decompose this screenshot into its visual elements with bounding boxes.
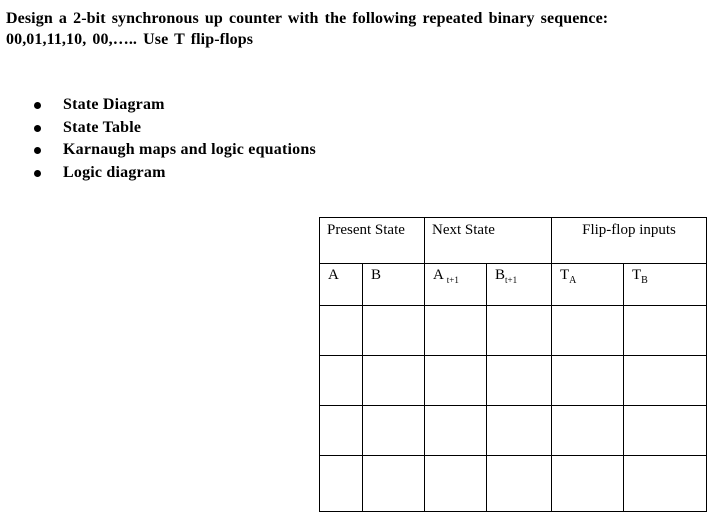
header-present-state: Present State [320,218,425,264]
cell-ta [552,456,624,512]
a-next-subscript: t+1 [446,275,459,285]
cell-ta [552,356,624,406]
cell-a-next [425,306,487,356]
cell-b-next [487,306,552,356]
cell-b-next [487,406,552,456]
table-row [320,306,707,356]
table-column-header-row [320,264,707,306]
cell-ta [552,306,624,356]
table-row [320,356,707,406]
task-item [30,139,316,162]
cell-a [320,356,363,406]
header-flipflop-inputs: Flip-flop inputs [552,218,707,264]
cell-b [363,306,425,356]
cell-tb [624,356,707,406]
question-line-2: 00,01,11,10, 00,….. Use T flip-flops [6,31,254,48]
bullet-icon [34,170,41,177]
header-next-state: Next State [425,218,552,264]
cell-tb [624,406,707,456]
column-header-b-next [487,264,552,306]
cell-b-next [487,356,552,406]
b-next-subscript: t+1 [505,275,518,285]
task-label: State Table [63,118,142,136]
column-header-tb [624,264,707,306]
question-text [6,8,712,50]
cell-tb [624,306,707,356]
cell-a-next [425,456,487,512]
task-item [30,94,316,117]
table-row [320,456,707,512]
bullet-icon [34,125,41,132]
task-label: State Diagram [63,96,165,113]
tb-subscript: B [641,275,648,286]
task-item [30,117,316,140]
task-list [30,94,316,184]
column-header-ta [552,264,624,306]
cell-ta [552,406,624,456]
column-header-a-next [425,264,487,306]
question-line-1: Design a 2-bit synchronous up counter with the following repeated binary sequence: [6,10,609,27]
task-item [30,162,316,185]
tb-base: T [632,267,642,283]
cell-b [363,356,425,406]
table-row [320,406,707,456]
cell-a [320,456,363,512]
cell-a [320,306,363,356]
state-table [319,217,707,512]
table-group-header-row [320,218,707,264]
b-next-base: B [495,267,506,283]
column-header-a: A [320,264,363,306]
cell-b [363,456,425,512]
cell-a-next [425,356,487,406]
ta-base: T [560,267,570,283]
task-label: Karnaugh maps and logic equations [63,141,316,158]
bullet-icon [34,147,41,154]
a-next-base: A [433,267,444,283]
ta-subscript: A [569,275,577,286]
column-header-b: B [363,264,425,306]
cell-tb [624,456,707,512]
cell-b-next [487,456,552,512]
cell-a [320,406,363,456]
cell-b [363,406,425,456]
cell-a-next [425,406,487,456]
bullet-icon [34,102,41,109]
task-label: Logic diagram [63,163,166,181]
